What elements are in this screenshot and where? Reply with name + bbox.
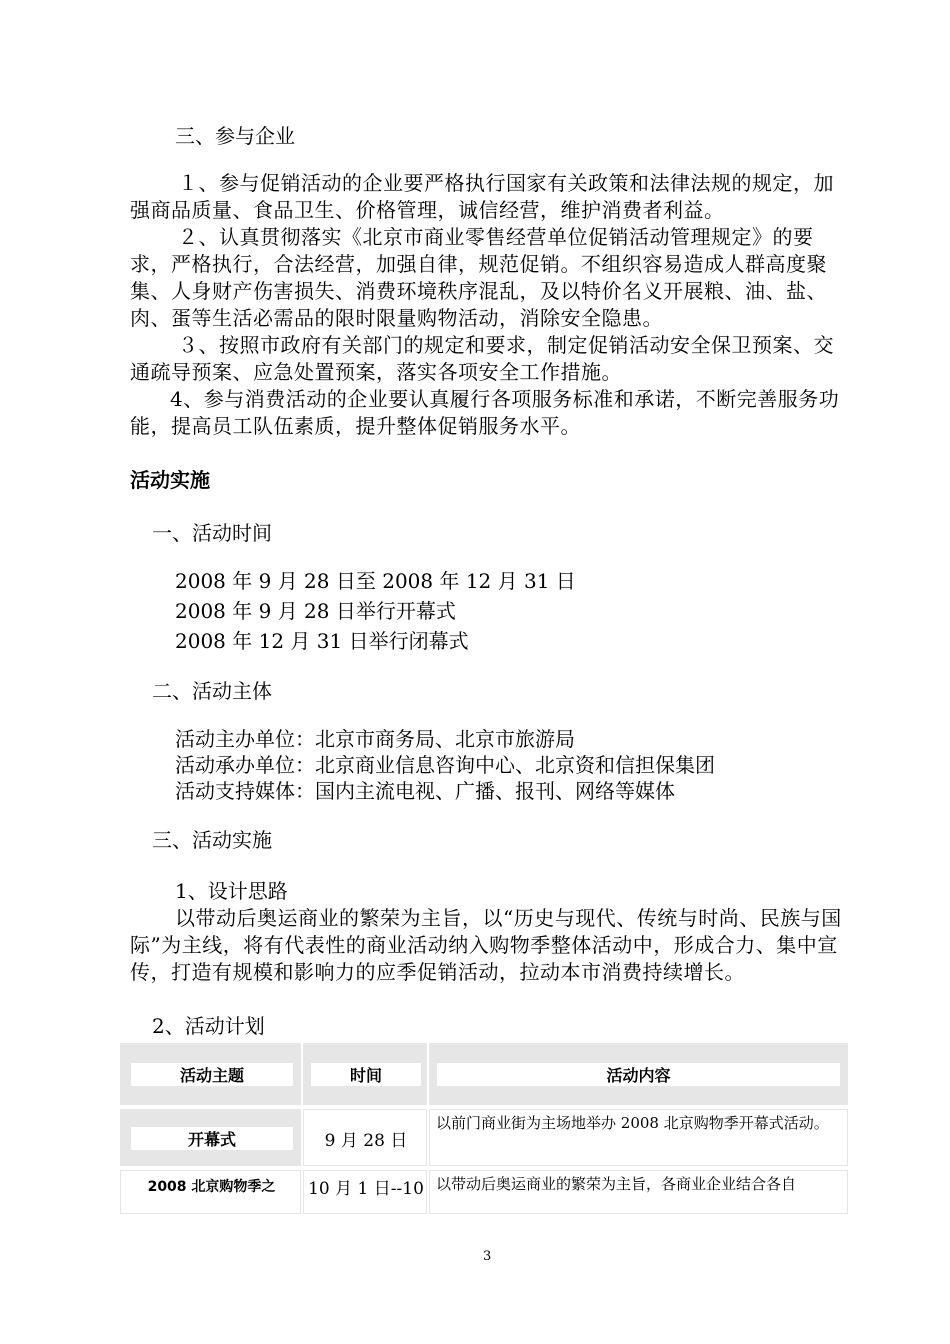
- participant-item-3: ３、按照市政府有关部门的规定和要求，制定促销活动安全保卫预案、交通疏导预案、应急处置预案，落实各项安全工作措施。: [130, 333, 834, 384]
- table-row: [120, 1170, 301, 1214]
- participant-item-2: ２、认真贯彻落实《北京市商业零售经营单位促销活动管理规定》的要求，严格执行，合法经营，加强自律，规范促销。不组织容易造成人群高度聚集、人身财产伤害损失、消费环境秩序混乱，及以特价名义开展粮、油、盐、肉、蛋等生活必需品的限时限量购物活动，消除安全隐患。: [130, 225, 827, 330]
- time-line-1: 2008 年 9 月 28 日至 2008 年 12 月 31 日: [175, 569, 576, 593]
- subject-line-2: 活动承办单位：北京商业信息咨询中心、北京资和信担保集团: [175, 753, 715, 777]
- header-theme: 活动主题: [131, 1063, 293, 1086]
- row1-time: 9 月 28 日: [324, 1131, 408, 1151]
- table-row: [303, 1170, 427, 1214]
- implementation-heading: 三、活动实施: [152, 828, 272, 852]
- row1-content: 以前门商业街为主场地举办 2008 北京购物季开幕式活动。: [429, 1109, 848, 1166]
- plan-heading: 2、活动计划: [152, 1014, 265, 1038]
- table-header-cell: [303, 1043, 427, 1105]
- participant-item-4: 4、参与消费活动的企业要认真履行各项服务标准和承诺，不断完善服务功能，提高员工队伍素质，提升整体促销服务水平。: [130, 387, 840, 438]
- row2-content: 以带动后奥运商业的繁荣为主旨，各商业企业结合各自: [429, 1170, 848, 1214]
- table-header-cell: [429, 1043, 848, 1105]
- table-header-cell: [120, 1043, 301, 1105]
- row1-theme: 开幕式: [131, 1127, 293, 1150]
- time-line-3: 2008 年 12 月 31 日举行闭幕式: [175, 629, 469, 653]
- table-row: [303, 1109, 427, 1166]
- implementation-title: 活动实施: [130, 468, 210, 492]
- row2-time: 10 月 1 日--10: [308, 1179, 424, 1199]
- section-heading-participants: 三、参与企业: [175, 124, 295, 148]
- design-text: 以带动后奥运商业的繁荣为主旨，以“历史与现代、传统与时尚、民族与国际”为主线，将有代表性的商业活动纳入购物季整体活动中，形成合力、集中宣传，打造有规模和影响力的应季促销活动，拉动本市消费持续增长。: [130, 906, 842, 984]
- header-time: 时间: [311, 1063, 421, 1086]
- subject-heading: 二、活动主体: [152, 679, 272, 703]
- time-line-2: 2008 年 9 月 28 日举行开幕式: [175, 599, 456, 623]
- subject-line-1: 活动主办单位：北京市商务局、北京市旅游局: [175, 727, 575, 751]
- header-content: 活动内容: [437, 1063, 840, 1086]
- page-number: 3: [483, 1249, 492, 1264]
- table-row: [120, 1109, 301, 1166]
- row2-theme: 2008 北京购物季之: [147, 1179, 276, 1195]
- subject-line-3: 活动支持媒体：国内主流电视、广播、报刊、网络等媒体: [175, 779, 675, 803]
- design-heading: 1、设计思路: [175, 879, 288, 903]
- time-heading: 一、活动时间: [152, 521, 272, 545]
- participant-item-1: １、参与促销活动的企业要严格执行国家有关政策和法律法规的规定，加强商品质量、食品卫生、价格管理，诚信经营，维护消费者利益。: [130, 171, 834, 222]
